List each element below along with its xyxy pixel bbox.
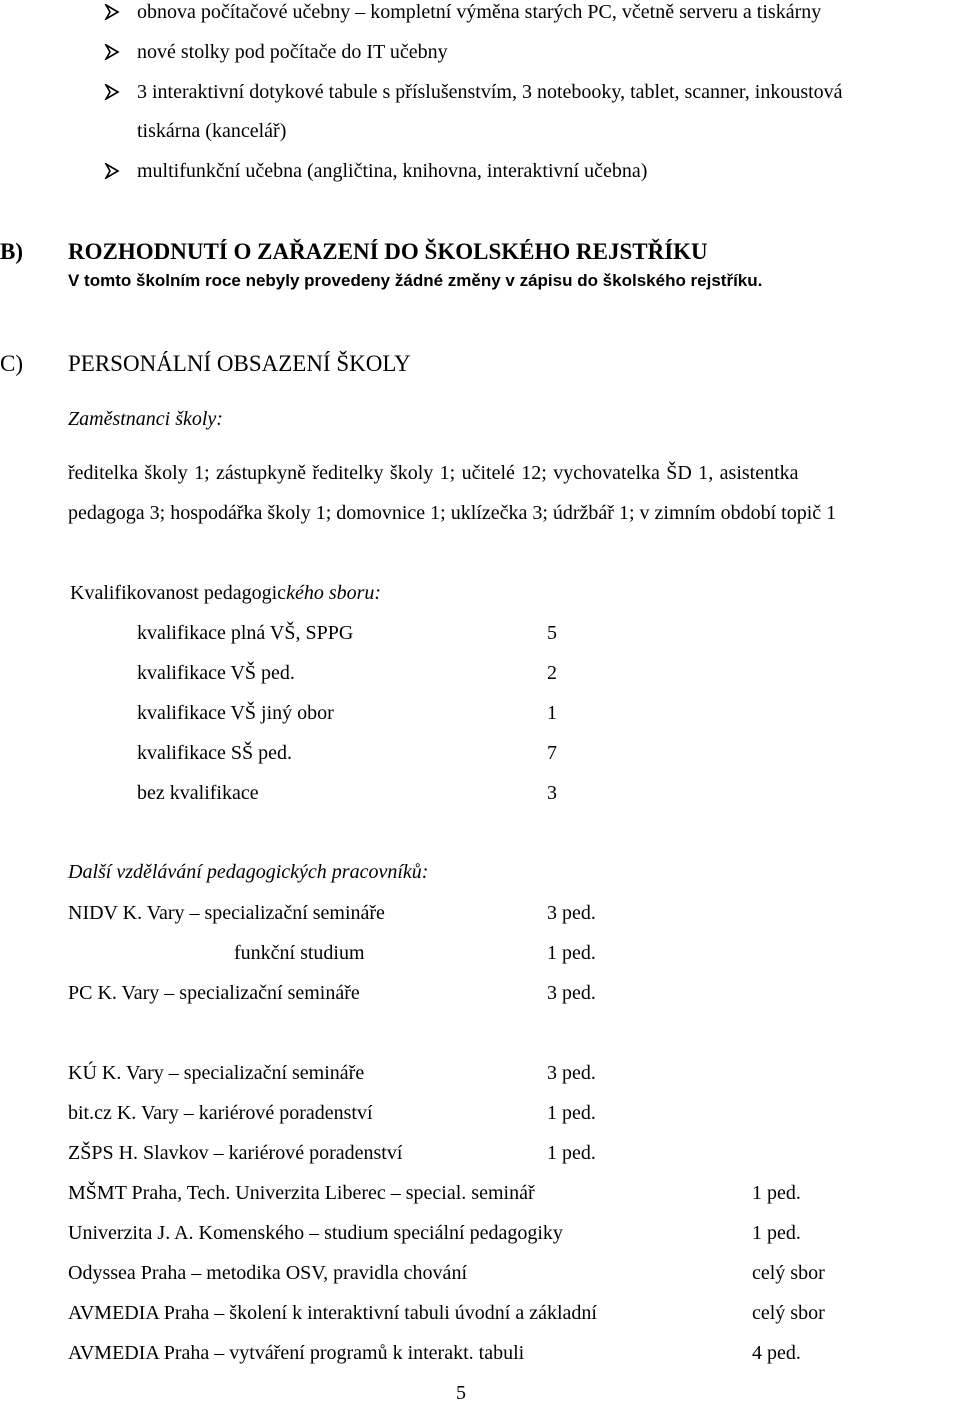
training-value: 1 ped. xyxy=(547,1102,596,1124)
bullet-item: nové stolky pod počítače do IT učebny xyxy=(137,41,448,63)
section-c-title: PERSONÁLNÍ OBSAZENÍ ŠKOLY xyxy=(68,351,411,376)
section-c-letter: C) xyxy=(0,351,23,376)
qualification-count: 1 xyxy=(547,702,557,724)
training-label: PC K. Vary – specializační semináře xyxy=(68,982,360,1004)
training-label: bit.cz K. Vary – kariérové poradenství xyxy=(68,1102,373,1124)
qualification-heading-end: kého sboru: xyxy=(286,582,382,604)
qualification-heading-start: Kvalifikovanost pedagogic xyxy=(70,582,287,604)
staff-heading: Zaměstnanci školy: xyxy=(68,408,223,430)
qualification-count: 7 xyxy=(547,742,557,764)
training-value: 1 ped. xyxy=(752,1222,801,1244)
training-label: ZŠPS H. Slavkov – kariérové poradenství xyxy=(68,1142,403,1164)
training-value: 1 ped. xyxy=(752,1182,801,1204)
training-value: 1 ped. xyxy=(547,942,596,964)
training-label: MŠMT Praha, Tech. Univerzita Liberec – special. seminář xyxy=(68,1182,535,1204)
training-value: 3 ped. xyxy=(547,982,596,1004)
qualification-label: kvalifikace plná VŠ, SPPG xyxy=(137,622,354,644)
arrowhead-bullet-icon xyxy=(104,4,120,20)
training-label: NIDV K. Vary – specializační semináře xyxy=(68,902,385,924)
training-value: 3 ped. xyxy=(547,902,596,924)
qualification-label: kvalifikace VŠ ped. xyxy=(137,662,295,684)
training-heading: Další vzdělávání pedagogických pracovníků: xyxy=(68,861,429,883)
qualification-label: kvalifikace VŠ jiný obor xyxy=(137,702,334,724)
training-label: AVMEDIA Praha – vytváření programů k interakt. tabuli xyxy=(68,1342,525,1364)
bullet-item-continuation: tiskárna (kancelář) xyxy=(137,120,287,142)
training-value: celý sbor xyxy=(752,1262,825,1284)
arrowhead-bullet-icon xyxy=(104,84,120,100)
qualification-label: bez kvalifikace xyxy=(137,782,259,804)
page-number: 5 xyxy=(456,1382,466,1404)
training-label: Odyssea Praha – metodika OSV, pravidla chování xyxy=(68,1262,467,1284)
training-value: celý sbor xyxy=(752,1302,825,1324)
training-label: funkční studium xyxy=(234,942,365,964)
qualification-count: 3 xyxy=(547,782,557,804)
training-value: 1 ped. xyxy=(547,1142,596,1164)
qualification-count: 5 xyxy=(547,622,557,644)
qualification-count: 2 xyxy=(547,662,557,684)
qualification-label: kvalifikace SŠ ped. xyxy=(137,742,292,764)
section-b-title: ROZHODNUTÍ O ZAŘAZENÍ DO ŠKOLSKÉHO REJSTŘÍKU xyxy=(68,239,708,264)
arrowhead-bullet-icon xyxy=(104,44,120,60)
qualification-heading xyxy=(70,583,381,603)
staff-line: pedagoga 3; hospodářka školy 1; domovnice 1; uklízečka 3; údržbář 1; v zimním období topič 1 xyxy=(68,502,837,524)
training-label: Univerzita J. A. Komenského – studium speciální pedagogiky xyxy=(68,1222,563,1244)
training-value: 4 ped. xyxy=(752,1342,801,1364)
staff-line: ředitelka školy 1; zástupkyně ředitelky školy 1; učitelé 12; vychovatelka ŠD 1, asistentka xyxy=(68,462,799,484)
training-value: 3 ped. xyxy=(547,1062,596,1084)
bullet-item: 3 interaktivní dotykové tabule s příslušenstvím, 3 notebooky, tablet, scanner, inkoustová xyxy=(137,81,843,103)
section-b-text: V tomto školním roce nebyly provedeny žádné změny v zápisu do školského rejstříku. xyxy=(68,271,763,290)
arrowhead-bullet-icon xyxy=(104,163,120,179)
bullet-item: multifunkční učebna (angličtina, knihovna, interaktivní učebna) xyxy=(137,160,648,182)
training-label: KÚ K. Vary – specializační semináře xyxy=(68,1062,365,1084)
bullet-item: obnova počítačové učebny – kompletní výměna starých PC, včetně serveru a tiskárny xyxy=(137,1,822,23)
section-b-letter: B) xyxy=(0,239,23,264)
training-label: AVMEDIA Praha – školení k interaktivní tabuli úvodní a základní xyxy=(68,1302,597,1324)
